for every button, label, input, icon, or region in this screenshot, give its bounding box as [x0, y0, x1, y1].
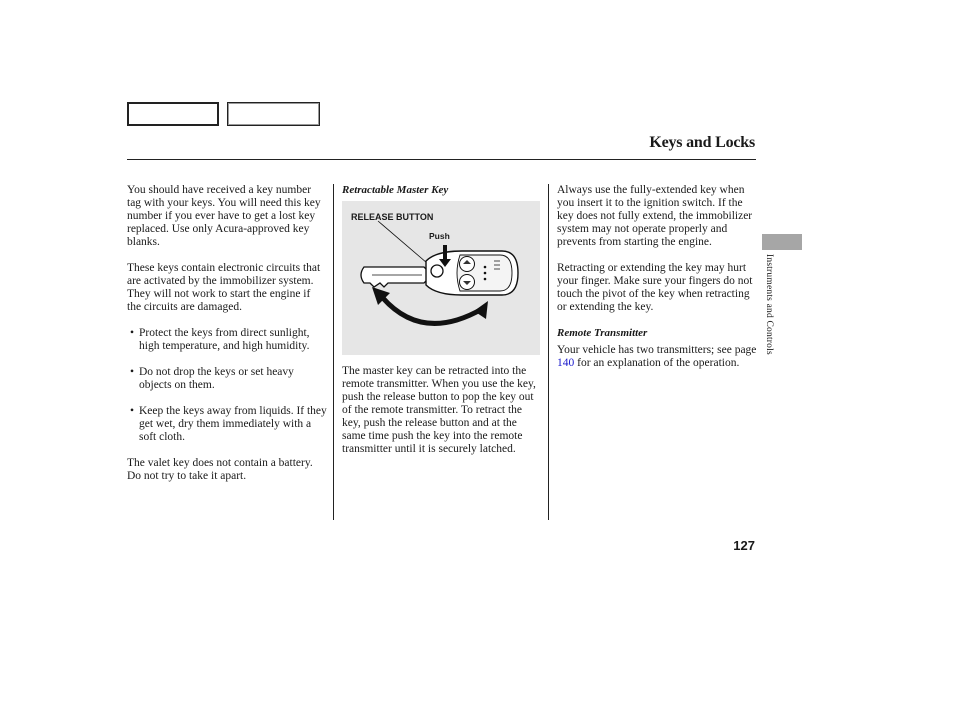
- column-divider: [333, 184, 334, 520]
- column-3: [557, 184, 762, 383]
- key-number-paragraph: You should have received a key number tag with your keys. You will need this key number if you ever have to get a lost key replaced. Use only Acura-approved key blanks.: [127, 184, 321, 248]
- section-tab: [762, 234, 802, 250]
- bullet-icon: •: [130, 366, 135, 378]
- release-button-label: RELEASE BUTTON: [351, 212, 434, 222]
- list-item: • Do not drop the keys or set heavy objects on them.: [130, 366, 294, 391]
- column-1: [127, 184, 327, 496]
- push-label: Push: [429, 231, 450, 241]
- title-divider: [127, 159, 756, 160]
- retract-key-paragraph: The master key can be retracted into the remote transmitter. When you use the key, push the release button to pop the key out of the remote transmitter. To retract the key, push the release button and at the same time push the key into the remote transmitter until it is securely latched.: [342, 365, 536, 455]
- bullet-icon: •: [130, 327, 135, 339]
- electronic-circuits-paragraph: These keys contain electronic circuits that are activated by the immobilizer system. They will not work to start the engine if the circuits are damaged.: [127, 262, 321, 313]
- section-label: Instruments and Controls: [764, 254, 774, 355]
- key-illustration: [342, 201, 540, 355]
- list-item: • Keep the keys away from liquids. If they get wet, dry them immediately with a soft cloth.: [130, 405, 327, 443]
- retractable-key-drawing: [342, 201, 540, 355]
- page-title: Keys and Locks: [649, 134, 755, 151]
- page-reference-link[interactable]: 140: [557, 357, 575, 369]
- transmitter-paragraph: Your vehicle has two transmitters; see page 140 for an explanation of the operation.: [557, 344, 757, 369]
- valet-key-paragraph: The valet key does not contain a battery. Do not try to take it apart.: [127, 457, 313, 482]
- fully-extended-paragraph: Always use the fully-extended key when you insert it to the ignition switch. If the key does not fully extend, the immobilizer system may not operate properly and prevents from starting the engine.: [557, 184, 753, 248]
- nav-button-previous[interactable]: [127, 102, 219, 126]
- finger-caution-paragraph: Retracting or extending the key may hurt your finger. Make sure your fingers do not touch the pivot of the key when retracting or extending the key.: [557, 262, 753, 313]
- key-care-list: [127, 327, 327, 444]
- nav-button-next[interactable]: [227, 102, 320, 126]
- bullet-icon: •: [130, 405, 135, 417]
- list-item: • Protect the keys from direct sunlight, high temperature, and high humidity.: [130, 327, 310, 352]
- page-number: 127: [733, 538, 755, 553]
- section-heading: Remote Transmitter: [557, 327, 648, 339]
- section-heading: Retractable Master Key: [342, 184, 449, 196]
- column-2: [342, 184, 542, 469]
- column-divider: [548, 184, 549, 520]
